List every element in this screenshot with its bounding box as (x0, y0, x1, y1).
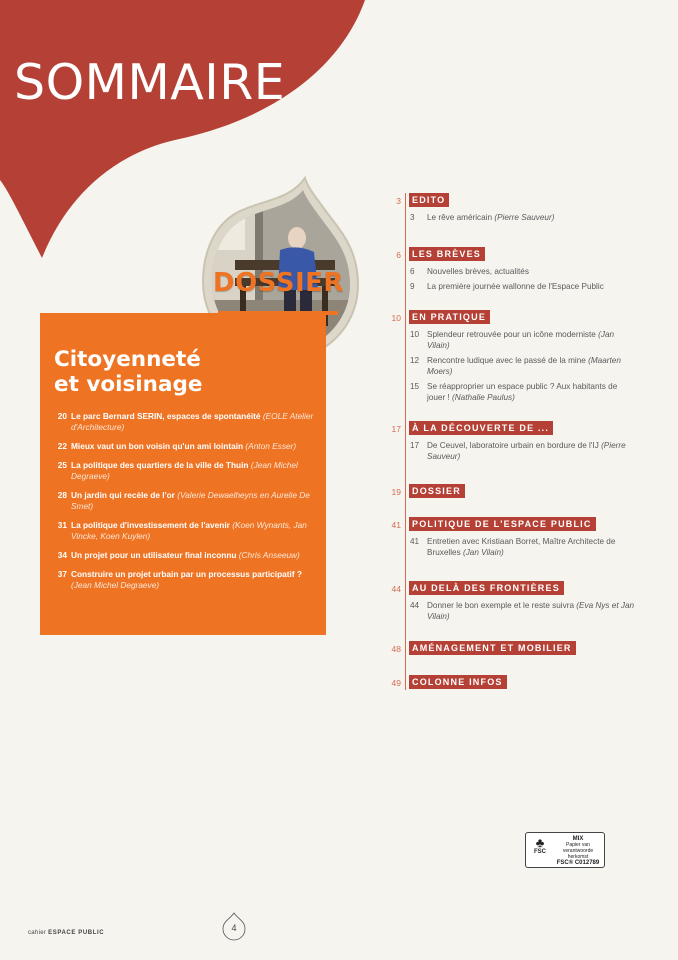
toc-section-page: 19 (391, 487, 401, 497)
dossier-list (54, 411, 318, 591)
toc-entry-page: 12 (410, 356, 420, 365)
toc-entry-title: Entretien avec Kristiaan Borret, Maître Architecte de Bruxelles (427, 537, 616, 557)
toc-entry-page: 44 (410, 601, 420, 610)
toc-entry (410, 266, 635, 277)
dossier-item-title: La politique d'investissement de l'avenir (71, 520, 230, 530)
dossier-item (54, 460, 318, 482)
toc-section-page: 48 (391, 644, 401, 654)
toc-entry-author: (Maarten Moers) (427, 356, 621, 376)
page-title: SOMMAIRE (14, 54, 286, 111)
footer-name: ESPACE PUBLIC (48, 930, 105, 936)
toc-entries (410, 536, 635, 562)
dossier-item-title: Un jardin qui recèle de l'or (71, 490, 175, 500)
dossier-item-title: Le parc Bernard SERIN, espaces de spontanéité (71, 411, 261, 421)
toc-entry (410, 281, 635, 292)
dossier-item-title: Construire un projet urbain par un processus participatif ? (71, 569, 302, 579)
toc-section-page: 49 (391, 678, 401, 688)
dossier-title-line1: Citoyenneté (54, 347, 201, 372)
fsc-text (554, 836, 602, 866)
toc-entry-title: La première journée wallonne de l'Espace Public (427, 282, 604, 291)
toc-entry-title: Rencontre ludique avec le passé de la mine (427, 356, 586, 365)
toc-entry-page: 3 (410, 213, 415, 222)
dossier-item-page: 25 (57, 460, 67, 470)
dossier-item-title: Mieux vaut un bon voisin qu'un ami lointain (71, 441, 244, 451)
dossier-item-author: (Koen Wynants, Jan Vincke, Koen Kuylen) (71, 520, 307, 541)
toc-entry (410, 212, 635, 223)
dossier-item (54, 520, 318, 542)
dossier-item-author: (Jean Michel Degraeve) (71, 460, 298, 481)
toc-entry (410, 600, 635, 622)
dossier-item-page: 34 (57, 550, 67, 560)
toc-section-label: À LA DÉCOUVERTE DE ... (409, 421, 553, 435)
toc-entry (410, 440, 635, 462)
dossier-item-title: Un projet pour un utilisateur final inconnu (71, 550, 237, 560)
toc-vertical-rule (405, 193, 406, 690)
fsc-mix: MIX (572, 836, 584, 842)
toc-entry (410, 329, 635, 351)
toc-entry-page: 17 (410, 441, 420, 450)
toc-section-label: EDITO (409, 193, 449, 207)
toc-section-label: EN PRATIQUE (409, 310, 490, 324)
toc-section-page: 44 (391, 584, 401, 594)
dossier-item (54, 441, 318, 452)
dossier-title (54, 347, 318, 397)
fsc-code: FSC® C012789 (556, 860, 600, 866)
toc-entry-title: Splendeur retrouvée pour un icône moderniste (427, 330, 596, 339)
dossier-item-title: La politique des quartiers de la ville de Thuin (71, 460, 249, 470)
fsc-logo-icon: ♣ FSC (530, 836, 550, 855)
toc-entries (410, 266, 635, 296)
dossier-item-page: 37 (57, 569, 67, 579)
dossier-item-author: (EOLE Atelier d'Architecture) (71, 411, 314, 432)
toc-section-label: AU DELÀ DES FRONTIÈRES (409, 581, 564, 595)
footer-prefix: cahier (28, 930, 47, 936)
toc-section-label: AMÉNAGEMENT ET MOBILIER (409, 641, 576, 655)
dossier-item (54, 550, 318, 561)
dossier-item-author: (Chris Anseeuw) (238, 550, 300, 560)
toc-section-page: 3 (396, 196, 401, 206)
dossier-item-author: (Anton Esser) (245, 441, 297, 451)
toc-entry-title: Nouvelles brèves, actualités (427, 267, 529, 276)
toc-section-page: 41 (391, 520, 401, 530)
footer-publication (28, 930, 104, 936)
dossier-item-page: 20 (57, 411, 67, 421)
dossier-item-author: (Valerie Dewaelheyns en Aurelie De Smet) (71, 490, 310, 511)
toc-entry-title: Se réapproprier un espace public ? Aux habitants de jouer ! (427, 382, 618, 402)
dossier-item-page: 28 (57, 490, 67, 500)
toc-entry-title: De Ceuvel, laboratoire urbain en bordure de l'IJ (427, 441, 599, 450)
dossier-title-line2: et voisinage (54, 372, 203, 397)
toc-entries (410, 212, 635, 227)
dossier-badge: DOSSIER (213, 268, 344, 298)
fsc-line1: Papier van (566, 842, 590, 848)
dossier-item (54, 569, 318, 591)
toc-entry-page: 6 (410, 267, 415, 276)
toc-entry (410, 536, 635, 558)
fsc-label (525, 832, 605, 868)
toc-section-page: 6 (396, 250, 401, 260)
toc-entry-author: (Pierre Sauveur) (494, 213, 555, 222)
toc-section-page: 17 (391, 424, 401, 434)
dossier-box (40, 313, 326, 635)
toc-section-label: DOSSIER (409, 484, 465, 498)
toc-entry-author: (Nathalie Paulus) (452, 393, 515, 402)
dossier-item-page: 22 (57, 441, 67, 451)
toc-entry-page: 15 (410, 382, 420, 391)
toc-entry-page: 9 (410, 282, 415, 291)
toc-section-page: 10 (391, 313, 401, 323)
toc-entries (410, 329, 635, 407)
toc-entry-author: (Pierre Sauveur) (427, 441, 626, 461)
fsc-line2: verantwoorde herkomst (562, 848, 594, 860)
toc-entry-title: Le rêve américain (427, 213, 493, 222)
toc-section-label: COLONNE INFOS (409, 675, 507, 689)
page-number-text: 4 (231, 923, 237, 933)
toc-entry-author: (Jan Vilain) (427, 330, 615, 350)
toc-entry (410, 381, 635, 403)
toc-entry-page: 10 (410, 330, 420, 339)
dossier-item (54, 411, 318, 433)
dossier-item (54, 490, 318, 512)
page-number (221, 913, 247, 939)
toc-entry-title: Donner le bon exemple et le reste suivra (427, 601, 574, 610)
dossier-item-page: 31 (57, 520, 67, 530)
toc-entries (410, 440, 635, 466)
toc-section-label: POLITIQUE DE L'ESPACE PUBLIC (409, 517, 596, 531)
toc-entry-page: 41 (410, 537, 420, 546)
toc-entries (410, 600, 635, 626)
toc-entry (410, 355, 635, 377)
dossier-item-author: (Jean Michel Degraeve) (71, 580, 160, 590)
toc-entry-author: (Jan Vilain) (462, 548, 504, 557)
toc-entry-author: (Eva Nys et Jan Vilain) (427, 601, 635, 621)
fsc-logo-text: FSC (534, 849, 546, 855)
toc-section-label: LES BRÈVES (409, 247, 485, 261)
